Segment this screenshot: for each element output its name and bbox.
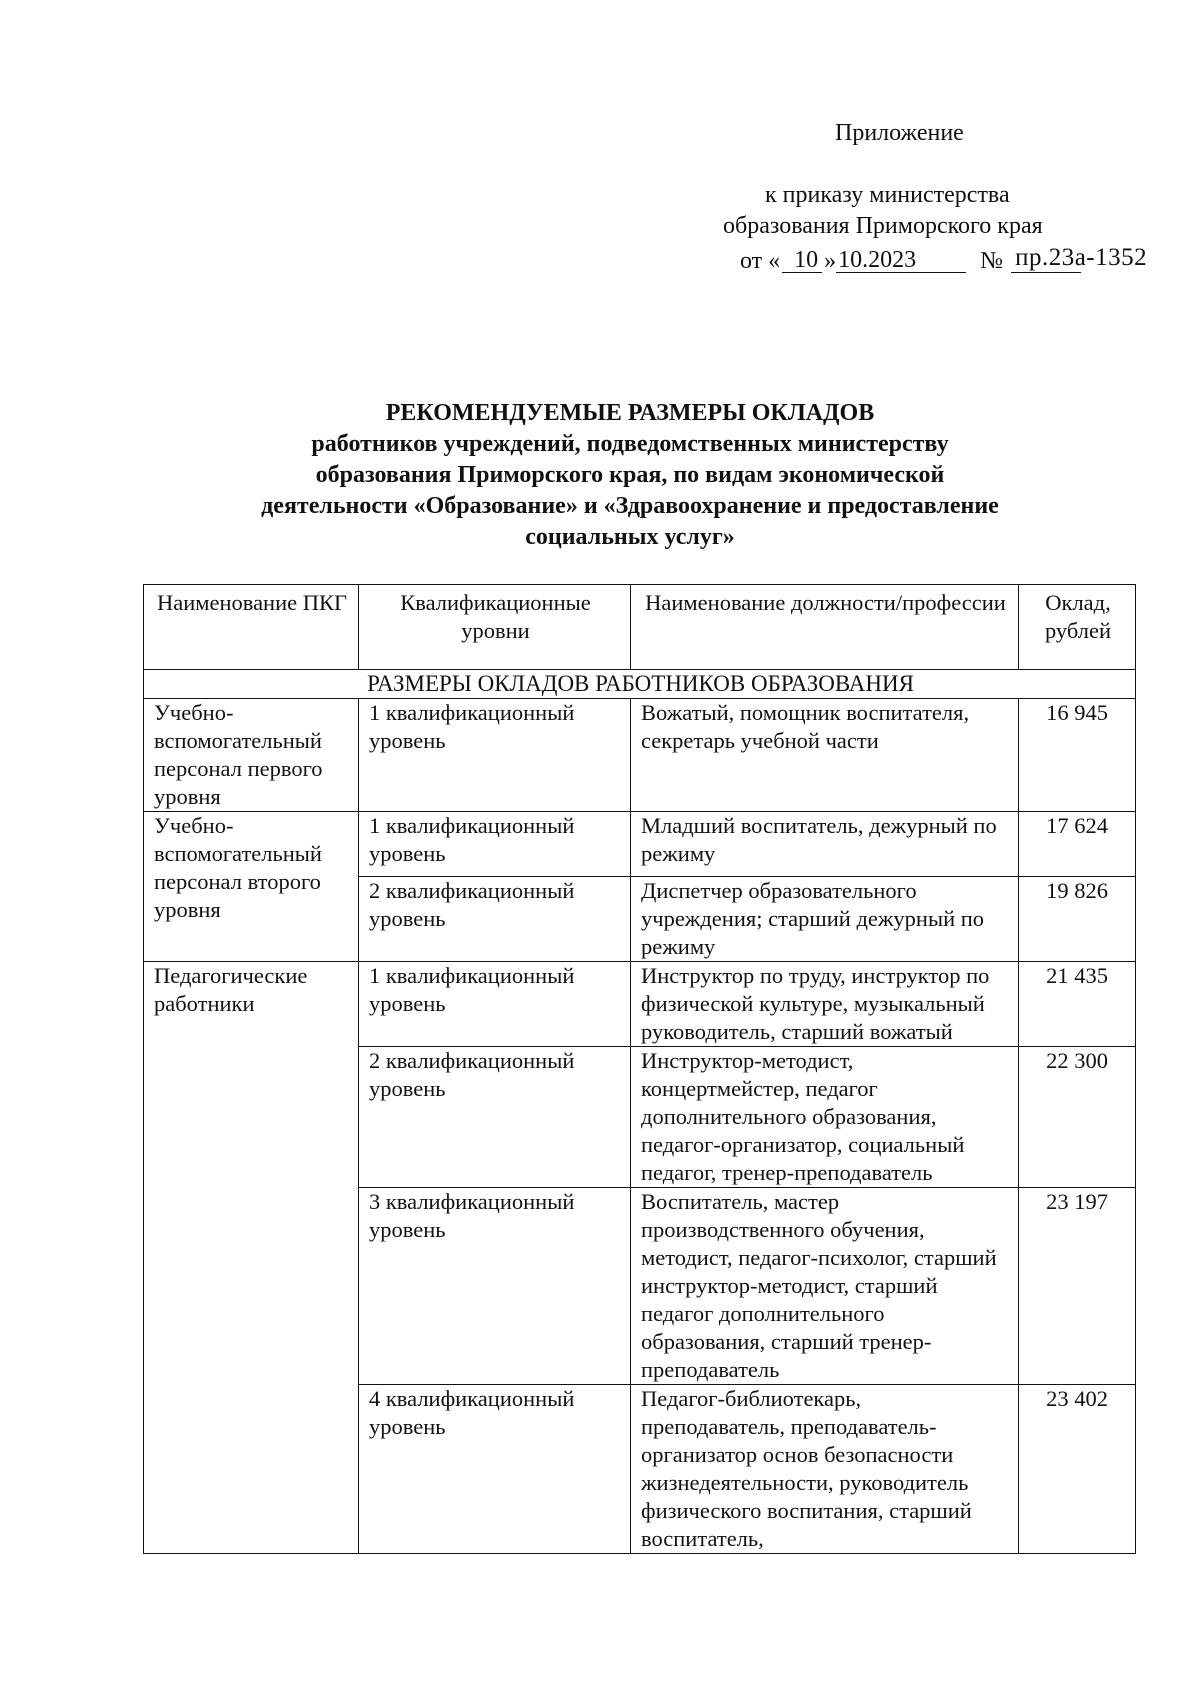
date-rest: 10.2023 (838, 247, 917, 273)
number-sign: № (980, 248, 1004, 274)
date-rest-field (836, 244, 966, 273)
header-levels: Квалификационные уровни (359, 585, 631, 670)
salary-cell: 23 402 (1019, 1385, 1136, 1554)
date-day-field (782, 244, 822, 273)
salary-cell: 19 826 (1019, 877, 1136, 962)
section-row (144, 670, 1136, 699)
order-number: пр.23а-1352 (1015, 244, 1148, 271)
title-line-2: работников учреждений, подведомственных министерству (311, 431, 949, 457)
pkg-cell: Педагогические работники (144, 962, 359, 1554)
level-cell: 2 квалификационный уровень (359, 877, 631, 962)
position-cell: Педагог-библиотекарь, преподаватель, преподаватель-организатор основ безопасности жизнедеятельности, руководитель физического воспитания, старший воспитатель, (631, 1385, 1019, 1554)
pkg-cell: Учебно-вспомогательный персонал первого уровня (144, 699, 359, 812)
date-prefix: от « (740, 248, 781, 274)
salary-cell: 16 945 (1019, 699, 1136, 812)
level-cell: 1 квалификационный уровень (359, 812, 631, 877)
salary-cell: 22 300 (1019, 1047, 1136, 1188)
appendix-label: Приложение (835, 120, 964, 146)
table-row (144, 699, 1136, 812)
date-day: 10 (794, 247, 819, 273)
position-cell: Диспетчер образовательного учреждения; старший дежурный по режиму (631, 877, 1019, 962)
position-cell: Воспитатель, мастер производственного обучения, методист, педагог-психолог, старший инструктор-методист, старший педагог дополнительного образования, старший тренер-преподаватель (631, 1188, 1019, 1385)
date-separator: » (824, 248, 837, 274)
level-cell: 4 квалификационный уровень (359, 1385, 631, 1554)
position-cell: Инструктор по труду, инструктор по физической культуре, музыкальный руководитель, старший вожатый (631, 962, 1019, 1047)
table-header-row (144, 585, 1136, 670)
level-cell: 2 квалификационный уровень (359, 1047, 631, 1188)
order-reference: к приказу министерства (765, 182, 1010, 208)
salary-cell: 23 197 (1019, 1188, 1136, 1385)
table-row (144, 812, 1136, 877)
position-cell: Младший воспитатель, дежурный по режиму (631, 812, 1019, 877)
ministry-name: образования Приморского края (723, 213, 1043, 239)
salary-cell: 21 435 (1019, 962, 1136, 1047)
title-line-1: РЕКОМЕНДУЕМЫЕ РАЗМЕРЫ ОКЛАДОВ (385, 400, 875, 426)
title-line-3: образования Приморского края, по видам экономической (315, 462, 945, 488)
salary-table (143, 584, 1136, 1554)
level-cell: 3 квалификационный уровень (359, 1188, 631, 1385)
level-cell: 1 квалификационный уровень (359, 699, 631, 812)
title-line-5: социальных услуг» (525, 524, 735, 550)
order-date-line (740, 244, 1148, 274)
level-cell: 1 квалификационный уровень (359, 962, 631, 1047)
section-title: РАЗМЕРЫ ОКЛАДОВ РАБОТНИКОВ ОБРАЗОВАНИЯ (144, 670, 1136, 699)
title-line-4: деятельности «Образование» и «Здравоохранение и предоставление (261, 493, 999, 519)
document-title (130, 398, 1130, 553)
position-cell: Инструктор-методист, концертмейстер, педагог дополнительного образования, педагог-организатор, социальный педагог, тренер-преподаватель (631, 1047, 1019, 1188)
header-position: Наименование должности/профессии (631, 585, 1019, 670)
order-number-field (1011, 244, 1148, 273)
table-row (144, 962, 1136, 1047)
salary-cell: 17 624 (1019, 812, 1136, 877)
pkg-cell: Учебно-вспомогательный персонал второго уровня (144, 812, 359, 962)
position-cell: Вожатый, помощник воспитателя, секретарь учебной части (631, 699, 1019, 812)
header-salary: Оклад, рублей (1019, 585, 1136, 670)
header-pkg: Наименование ПКГ (144, 585, 359, 670)
